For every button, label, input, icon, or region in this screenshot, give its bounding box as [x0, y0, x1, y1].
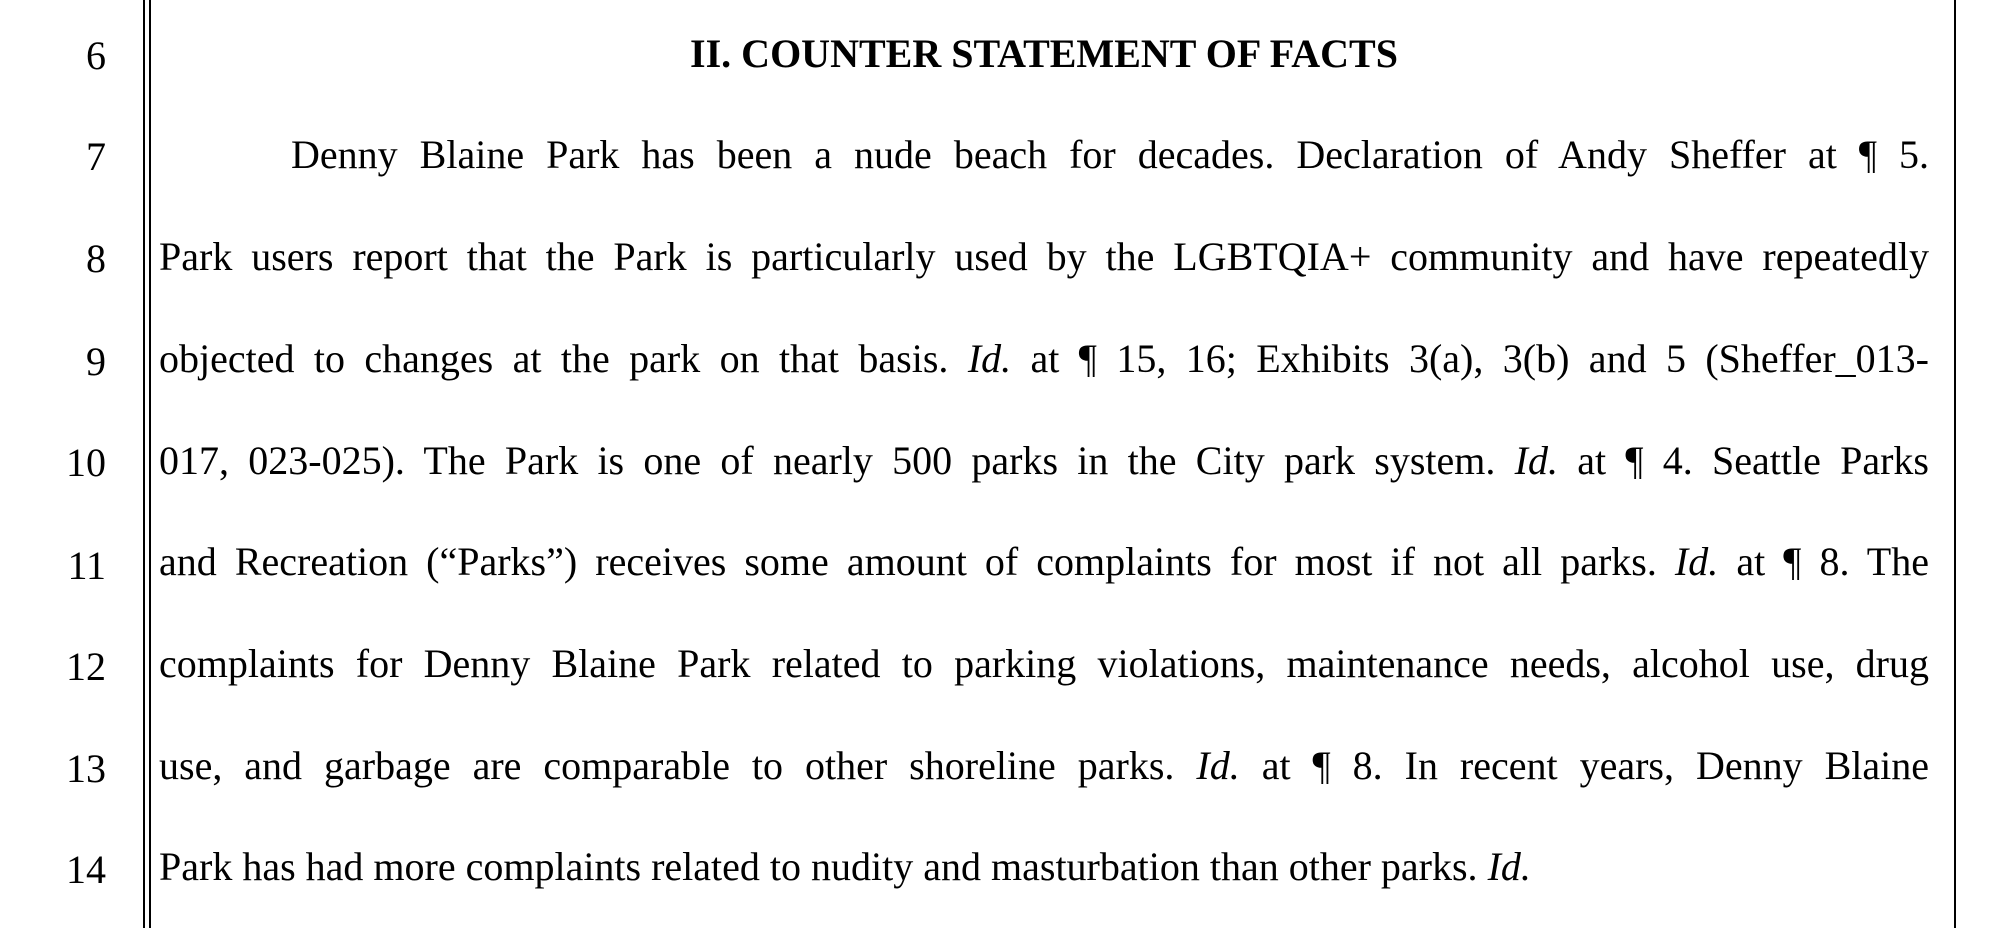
- citation-id: Id.: [967, 336, 1012, 381]
- line-number: 12: [66, 644, 106, 689]
- citation-id: Id.: [1514, 438, 1558, 483]
- section-heading: II. COUNTER STATEMENT OF FACTS: [690, 31, 1398, 76]
- text-line: Park users report that the Park is particularly used by the LGBTQIA+ community and have repeatedly: [159, 234, 1929, 279]
- text-line: objected to changes at the park on that basis. Id. at ¶ 15, 16; Exhibits 3(a), 3(b) and 5 (Sheffer_013-: [159, 336, 1929, 381]
- citation-id: Id.: [1487, 844, 1531, 889]
- citation-id: Id.: [1674, 539, 1719, 584]
- text-line: and Recreation (“Parks”) receives some amount of complaints for most if not all parks. Id. at ¶ 8. The: [159, 539, 1929, 584]
- line-number: 9: [86, 339, 106, 384]
- left-margin-rule-outer: [143, 0, 145, 928]
- line-number: 7: [86, 134, 106, 179]
- left-margin-rule-inner: [149, 0, 151, 928]
- text-line: complaints for Denny Blaine Park related to parking violations, maintenance needs, alcohol use, drug: [159, 641, 1929, 686]
- text-line: Park has had more complaints related to nudity and masturbation than other parks. Id.: [159, 844, 1531, 889]
- line-number: 10: [66, 440, 106, 485]
- line-number: 11: [67, 543, 106, 588]
- line-number: 8: [86, 236, 106, 281]
- text-line: Denny Blaine Park has been a nude beach for decades. Declaration of Andy Sheffer at ¶ 5.: [291, 132, 1929, 177]
- citation-id: Id.: [1196, 743, 1240, 788]
- text-line: 017, 023-025). The Park is one of nearly 500 parks in the City park system. Id. at ¶ 4. Seattle Parks: [159, 438, 1929, 483]
- text-line: use, and garbage are comparable to other shoreline parks. Id. at ¶ 8. In recent years, Denny Blaine: [159, 743, 1930, 788]
- line-number: 13: [66, 746, 106, 791]
- line-number: 14: [66, 847, 106, 892]
- line-number: 6: [86, 33, 106, 78]
- right-margin-rule: [1954, 0, 1956, 928]
